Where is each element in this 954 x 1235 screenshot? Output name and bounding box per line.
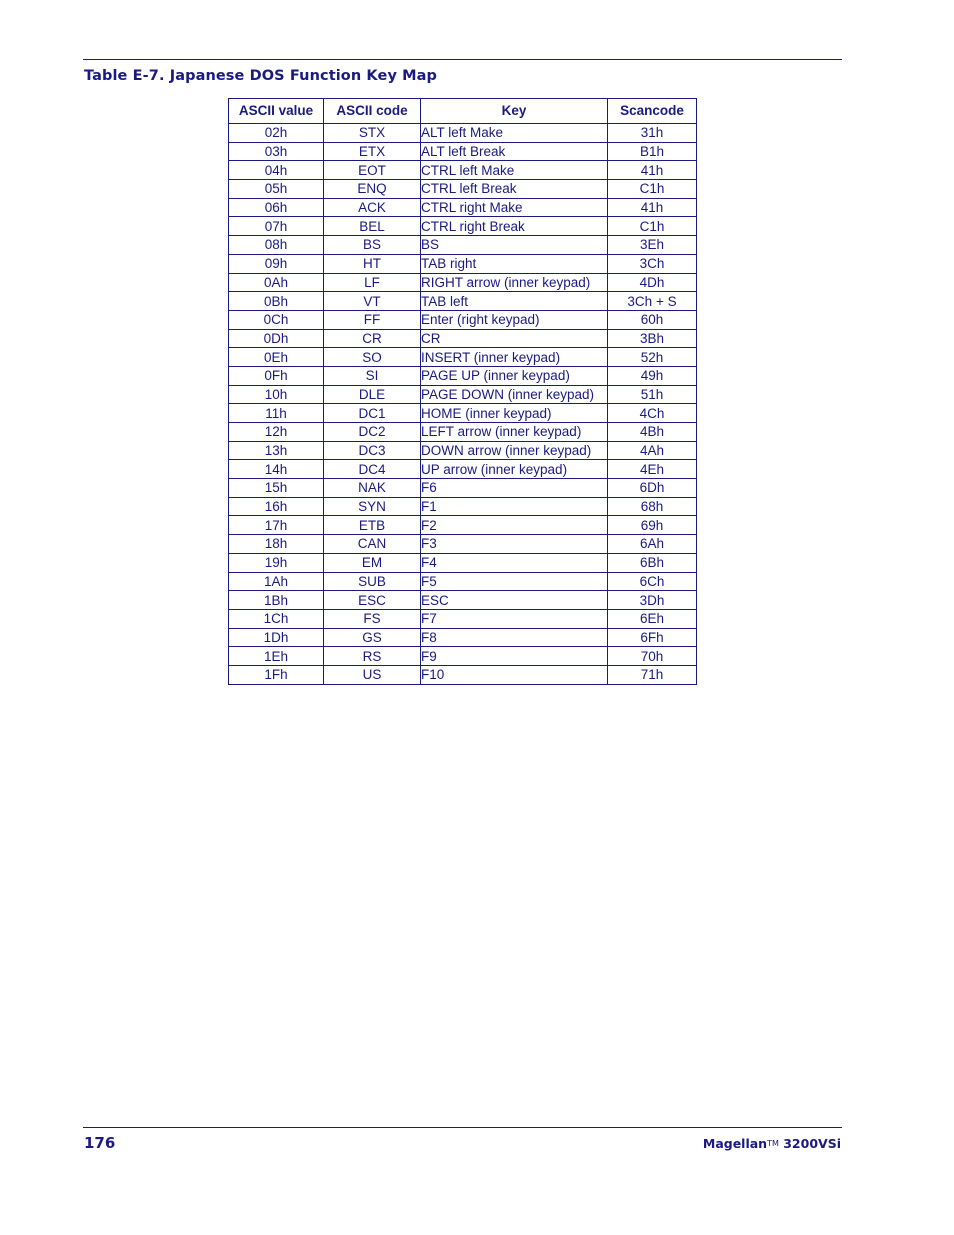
cell-ascii-value: 0Fh [229,366,324,385]
table-row [229,273,697,292]
cell-scancode: 4Bh [608,423,697,442]
cell-ascii-code: STX [324,124,421,143]
table-row [229,329,697,348]
function-key-map-table [228,98,697,685]
cell-ascii-value: 0Bh [229,292,324,311]
cell-key: F7 [421,609,608,628]
table-row [229,441,697,460]
cell-scancode: C1h [608,180,697,199]
cell-ascii-value: 0Ah [229,273,324,292]
table-row [229,124,697,143]
cell-scancode: 4Ah [608,441,697,460]
cell-ascii-code: ACK [324,198,421,217]
cell-key: Enter (right keypad) [421,310,608,329]
cell-ascii-code: NAK [324,479,421,498]
cell-ascii-value: 15h [229,479,324,498]
cell-ascii-value: 1Ch [229,609,324,628]
table-row [229,404,697,423]
cell-ascii-code: HT [324,254,421,273]
cell-ascii-value: 09h [229,254,324,273]
cell-ascii-code: RS [324,647,421,666]
table-row [229,647,697,666]
cell-scancode: 70h [608,647,697,666]
cell-ascii-code: DLE [324,385,421,404]
cell-ascii-code: ETX [324,142,421,161]
table-row [229,142,697,161]
trademark-mark: TM [767,1139,779,1148]
table-row [229,236,697,255]
cell-scancode: 71h [608,665,697,684]
cell-ascii-code: US [324,665,421,684]
cell-key: F3 [421,535,608,554]
cell-key: HOME (inner keypad) [421,404,608,423]
header-key: Key [421,99,608,124]
cell-key: INSERT (inner keypad) [421,348,608,367]
cell-key: F1 [421,497,608,516]
cell-ascii-code: DC3 [324,441,421,460]
cell-ascii-value: 18h [229,535,324,554]
cell-ascii-value: 1Eh [229,647,324,666]
cell-ascii-value: 0Dh [229,329,324,348]
cell-key: PAGE UP (inner keypad) [421,366,608,385]
cell-ascii-code: SO [324,348,421,367]
cell-scancode: 6Fh [608,628,697,647]
cell-key: F9 [421,647,608,666]
cell-key: LEFT arrow (inner keypad) [421,423,608,442]
cell-scancode: 31h [608,124,697,143]
table-row [229,497,697,516]
cell-ascii-value: 1Fh [229,665,324,684]
cell-ascii-code: ETB [324,516,421,535]
cell-scancode: 4Ch [608,404,697,423]
cell-scancode: B1h [608,142,697,161]
cell-ascii-code: EM [324,553,421,572]
cell-ascii-value: 10h [229,385,324,404]
header-scancode: Scancode [608,99,697,124]
table-row [229,310,697,329]
cell-key: CTRL left Make [421,161,608,180]
cell-ascii-value: 1Bh [229,591,324,610]
table-row [229,198,697,217]
table-row [229,385,697,404]
cell-scancode: 6Eh [608,609,697,628]
cell-ascii-code: SUB [324,572,421,591]
cell-scancode: 68h [608,497,697,516]
cell-key: RIGHT arrow (inner keypad) [421,273,608,292]
page-number: 176 [84,1134,116,1152]
cell-ascii-code: FF [324,310,421,329]
cell-key: CTRL right Break [421,217,608,236]
cell-scancode: 41h [608,198,697,217]
cell-ascii-value: 19h [229,553,324,572]
table-row [229,180,697,199]
cell-key: F10 [421,665,608,684]
cell-ascii-code: ENQ [324,180,421,199]
cell-ascii-value: 16h [229,497,324,516]
cell-scancode: 6Ch [608,572,697,591]
cell-key: DOWN arrow (inner keypad) [421,441,608,460]
cell-key: F5 [421,572,608,591]
cell-key: F8 [421,628,608,647]
cell-scancode: 6Bh [608,553,697,572]
cell-scancode: 49h [608,366,697,385]
cell-ascii-value: 07h [229,217,324,236]
cell-key: F2 [421,516,608,535]
cell-key: BS [421,236,608,255]
cell-key: ESC [421,591,608,610]
footer-rule [83,1127,842,1128]
cell-ascii-value: 11h [229,404,324,423]
cell-ascii-code: BS [324,236,421,255]
table-row [229,665,697,684]
cell-ascii-code: SI [324,366,421,385]
table-row [229,217,697,236]
cell-ascii-value: 1Dh [229,628,324,647]
table-row [229,628,697,647]
cell-ascii-value: 17h [229,516,324,535]
cell-key: CTRL right Make [421,198,608,217]
cell-key: UP arrow (inner keypad) [421,460,608,479]
cell-key: ALT left Break [421,142,608,161]
cell-ascii-code: CR [324,329,421,348]
cell-key: ALT left Make [421,124,608,143]
table-row [229,553,697,572]
cell-scancode: 6Ah [608,535,697,554]
table-row [229,535,697,554]
table-row [229,479,697,498]
cell-ascii-code: FS [324,609,421,628]
table-row [229,348,697,367]
cell-key: CR [421,329,608,348]
cell-scancode: 4Dh [608,273,697,292]
cell-ascii-code: CAN [324,535,421,554]
cell-key: TAB left [421,292,608,311]
cell-key: F6 [421,479,608,498]
cell-ascii-code: DC4 [324,460,421,479]
cell-scancode: 41h [608,161,697,180]
cell-ascii-code: GS [324,628,421,647]
table-row [229,254,697,273]
cell-ascii-value: 0Ch [229,310,324,329]
cell-key: TAB right [421,254,608,273]
cell-scancode: 51h [608,385,697,404]
cell-ascii-value: 04h [229,161,324,180]
cell-scancode: 60h [608,310,697,329]
cell-ascii-code: VT [324,292,421,311]
table-row [229,292,697,311]
cell-ascii-code: BEL [324,217,421,236]
product-name: Magellan [702,1136,768,1151]
cell-ascii-value: 06h [229,198,324,217]
cell-ascii-value: 08h [229,236,324,255]
table-row [229,609,697,628]
table-title: Table E-7. Japanese DOS Function Key Map [84,68,438,84]
cell-scancode: 69h [608,516,697,535]
cell-ascii-value: 03h [229,142,324,161]
cell-ascii-value: 14h [229,460,324,479]
header-ascii-code: ASCII code [324,99,421,124]
cell-ascii-value: 1Ah [229,572,324,591]
cell-scancode: 3Eh [608,236,697,255]
cell-scancode: 3Bh [608,329,697,348]
cell-ascii-code: LF [324,273,421,292]
cell-scancode: C1h [608,217,697,236]
cell-ascii-value: 13h [229,441,324,460]
cell-ascii-value: 0Eh [229,348,324,367]
cell-ascii-code: DC2 [324,423,421,442]
cell-ascii-value: 12h [229,423,324,442]
cell-scancode: 6Dh [608,479,697,498]
table-row [229,423,697,442]
header-ascii-value: ASCII value [229,99,324,124]
table-header-row [229,99,697,124]
table-row [229,572,697,591]
header-rule [83,59,842,60]
cell-ascii-code: DC1 [324,404,421,423]
table-row [229,366,697,385]
table-row [229,460,697,479]
cell-ascii-value: 02h [229,124,324,143]
product-model: 3200VSi [783,1136,841,1151]
cell-scancode: 3Ch [608,254,697,273]
cell-ascii-code: SYN [324,497,421,516]
footer-product-name [703,1136,841,1151]
cell-scancode: 3Ch + S [608,292,697,311]
table-row [229,161,697,180]
cell-ascii-code: ESC [324,591,421,610]
cell-ascii-value: 05h [229,180,324,199]
cell-scancode: 52h [608,348,697,367]
table-row [229,516,697,535]
cell-ascii-code: EOT [324,161,421,180]
cell-key: PAGE DOWN (inner keypad) [421,385,608,404]
cell-scancode: 3Dh [608,591,697,610]
cell-key: CTRL left Break [421,180,608,199]
cell-key: F4 [421,553,608,572]
cell-scancode: 4Eh [608,460,697,479]
table-row [229,591,697,610]
